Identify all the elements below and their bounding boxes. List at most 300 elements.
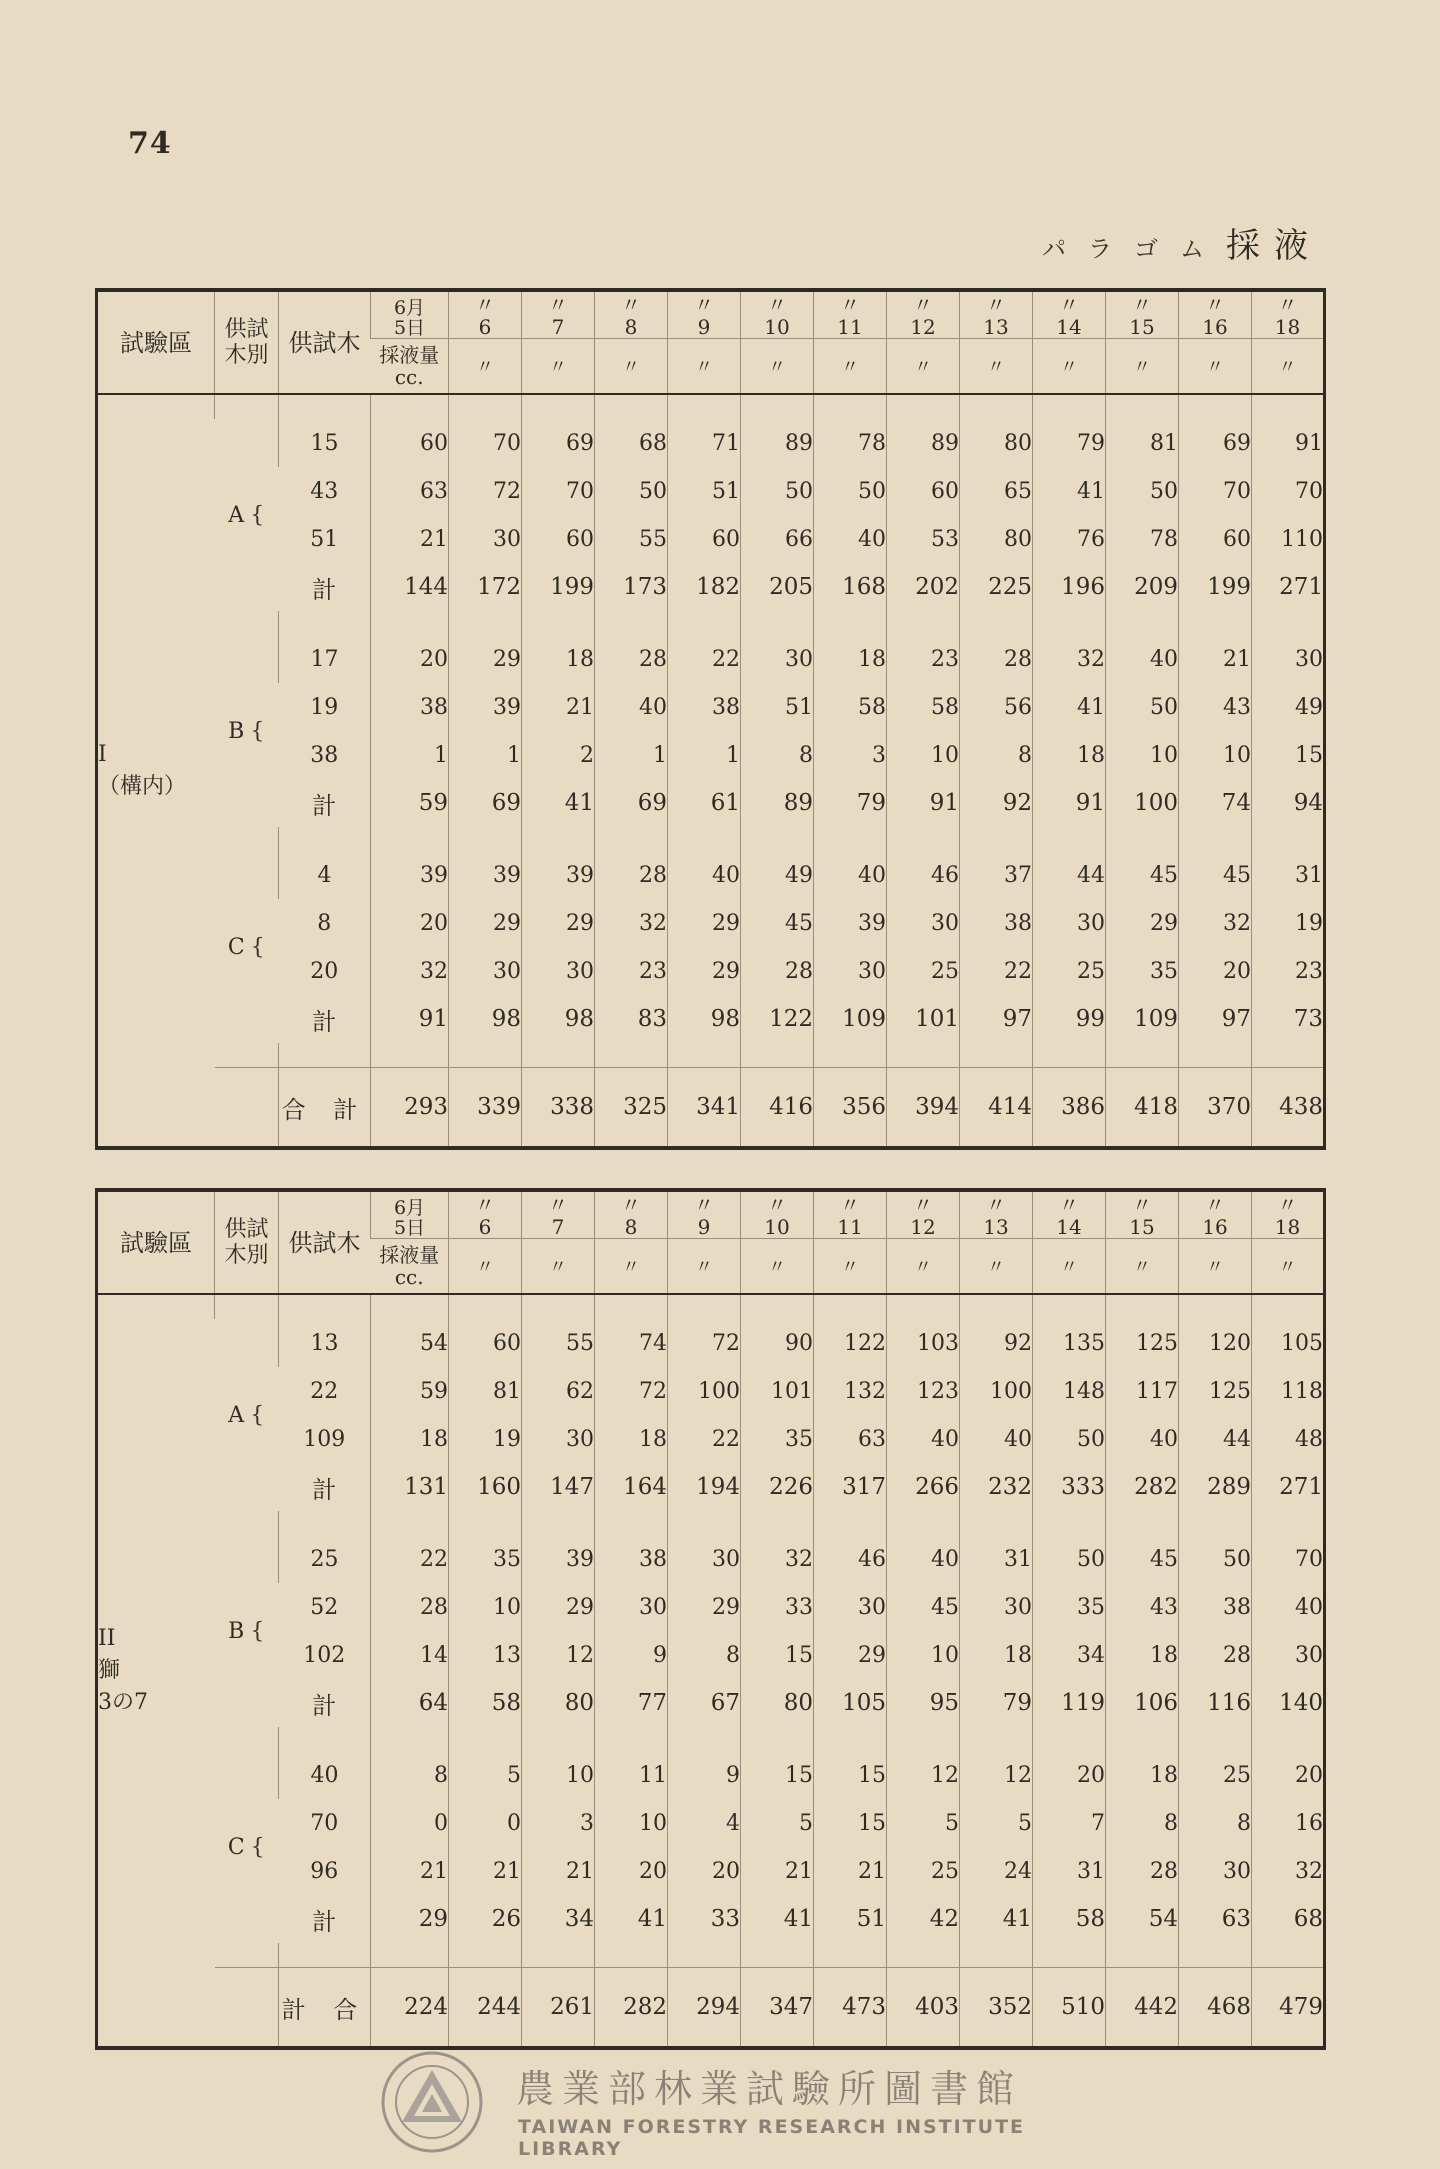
value-cell: 97 <box>1179 995 1252 1043</box>
spacer-cell <box>449 827 522 851</box>
spacer-cell <box>1252 1943 1325 1968</box>
ditto-mark: 〃 <box>1205 1193 1225 1217</box>
tree-number: 43 <box>310 478 339 504</box>
spacer-cell <box>371 1943 449 1968</box>
spacer-cell <box>1106 394 1179 419</box>
value-cell: 59 <box>371 1367 449 1415</box>
ditto-mark: 〃 <box>1106 339 1179 395</box>
unit-label: 採液量 <box>379 343 440 367</box>
spacer-cell <box>887 827 960 851</box>
value-cell: 95 <box>887 1679 960 1727</box>
table-row <box>97 1847 1325 1895</box>
value-cell: 21 <box>522 1847 595 1895</box>
tree-number: 計 <box>312 1475 337 1504</box>
total-value: 414 <box>960 1068 1033 1149</box>
value-cell: 72 <box>668 1319 741 1367</box>
total-value: 356 <box>814 1068 887 1149</box>
spacer-cell <box>1106 1294 1179 1319</box>
value-cell: 56 <box>960 683 1033 731</box>
date-day: 18 <box>1274 315 1301 339</box>
value-cell: 51 <box>814 1895 887 1943</box>
value-cell: 125 <box>1106 1319 1179 1367</box>
ditto-mark: 〃 <box>1132 1193 1152 1217</box>
ditto-mark: 〃 <box>986 1193 1006 1217</box>
value-cell: 32 <box>595 899 668 947</box>
spacer-cell <box>887 1943 960 1968</box>
date-day: 15 <box>1129 315 1155 339</box>
value-cell: 55 <box>522 1319 595 1367</box>
value-cell: 21 <box>371 1847 449 1895</box>
value-cell: 20 <box>371 899 449 947</box>
spacer-cell <box>1179 1511 1252 1535</box>
value-cell: 1 <box>371 731 449 779</box>
value-cell: 23 <box>887 635 960 683</box>
spacer-cell <box>741 1294 814 1319</box>
date-header <box>522 290 595 339</box>
date-header <box>887 1190 960 1239</box>
value-cell: 30 <box>741 635 814 683</box>
spacer-cell <box>1106 1727 1179 1751</box>
value-cell: 22 <box>668 1415 741 1463</box>
value-cell: 34 <box>1033 1631 1106 1679</box>
value-cell: 122 <box>814 1319 887 1367</box>
ditto-mark: 〃 <box>1179 339 1252 395</box>
spacer-cell <box>1179 1043 1252 1068</box>
value-cell: 67 <box>668 1679 741 1727</box>
tree-number: 52 <box>310 1594 339 1620</box>
value-cell: 60 <box>668 515 741 563</box>
date-header <box>960 1190 1033 1239</box>
value-cell: 103 <box>887 1319 960 1367</box>
value-cell: 131 <box>371 1463 449 1511</box>
brace-icon: { <box>250 1618 265 1644</box>
ditto-mark: 〃 <box>767 293 787 317</box>
value-cell: 20 <box>1033 1751 1106 1799</box>
value-cell: 205 <box>741 563 814 611</box>
spacer-row <box>97 1294 1325 1319</box>
value-cell: 132 <box>814 1367 887 1415</box>
total-value: 244 <box>449 1968 522 2049</box>
total-label: 計 合 <box>279 1968 371 2049</box>
value-cell: 109 <box>814 995 887 1043</box>
value-cell: 28 <box>1106 1847 1179 1895</box>
spacer-cell <box>215 611 279 635</box>
ditto-mark: 〃 <box>595 339 668 395</box>
spacer-cell <box>814 827 887 851</box>
spacer-cell <box>741 1727 814 1751</box>
spacer-cell <box>1179 394 1252 419</box>
total-value: 370 <box>1179 1068 1252 1149</box>
value-cell: 35 <box>741 1415 814 1463</box>
spacer-row <box>97 1511 1325 1535</box>
spacer-row <box>97 1727 1325 1751</box>
value-cell: 98 <box>668 995 741 1043</box>
date-day: 11 <box>837 315 863 339</box>
value-cell: 15 <box>1252 731 1325 779</box>
table-row <box>97 515 1325 563</box>
value-cell: 30 <box>814 1583 887 1631</box>
ditto-mark: 〃 <box>1132 293 1152 317</box>
value-cell: 40 <box>1106 1415 1179 1463</box>
date-header <box>741 1190 814 1239</box>
ditto-mark: 〃 <box>1033 1239 1106 1295</box>
spacer-cell <box>814 611 887 635</box>
ditto-mark: 〃 <box>986 293 1006 317</box>
ditto-mark: 〃 <box>621 293 641 317</box>
value-cell: 101 <box>887 995 960 1043</box>
value-cell: 97 <box>960 995 1033 1043</box>
ditto-mark: 〃 <box>668 1239 741 1295</box>
value-cell: 74 <box>1179 779 1252 827</box>
value-cell: 79 <box>1033 419 1106 467</box>
value-cell: 21 <box>741 1847 814 1895</box>
value-cell: 70 <box>1179 467 1252 515</box>
value-cell: 29 <box>371 1895 449 1943</box>
spacer-cell <box>1033 1511 1106 1535</box>
value-cell: 20 <box>1252 1751 1325 1799</box>
value-cell: 64 <box>371 1679 449 1727</box>
ditto-mark: 〃 <box>668 339 741 395</box>
library-watermark <box>380 2050 1080 2160</box>
spacer-cell <box>522 1727 595 1751</box>
tree-number: 8 <box>317 910 332 936</box>
spacer-cell <box>595 1727 668 1751</box>
unit-header <box>371 339 449 395</box>
value-cell: 40 <box>887 1415 960 1463</box>
value-cell: 38 <box>668 683 741 731</box>
value-cell: 20 <box>371 635 449 683</box>
value-cell: 5 <box>449 1751 522 1799</box>
value-cell: 68 <box>595 419 668 467</box>
spacer-cell <box>668 1727 741 1751</box>
spacer-cell <box>279 1043 371 1068</box>
tree-number: 51 <box>310 526 339 552</box>
spacer-cell <box>668 394 741 419</box>
table-row <box>97 1799 1325 1847</box>
value-cell: 41 <box>522 779 595 827</box>
value-cell: 33 <box>668 1895 741 1943</box>
value-cell: 41 <box>595 1895 668 1943</box>
total-value: 282 <box>595 1968 668 2049</box>
value-cell: 168 <box>814 563 887 611</box>
date-header <box>1106 1190 1179 1239</box>
value-cell: 271 <box>1252 1463 1325 1511</box>
value-cell: 12 <box>960 1751 1033 1799</box>
brace-icon: { <box>250 718 265 744</box>
value-cell: 122 <box>741 995 814 1043</box>
spacer-cell <box>371 1043 449 1068</box>
value-cell: 18 <box>371 1415 449 1463</box>
value-cell: 40 <box>887 1535 960 1583</box>
ditto-mark: 〃 <box>887 1239 960 1295</box>
value-cell: 29 <box>668 947 741 995</box>
spacer-cell <box>371 1511 449 1535</box>
group-cell <box>215 851 279 1043</box>
value-cell: 91 <box>1252 419 1325 467</box>
value-cell: 34 <box>522 1895 595 1943</box>
ditto-mark: 〃 <box>741 339 814 395</box>
brace-icon: { <box>250 934 265 960</box>
spacer-cell <box>449 611 522 635</box>
group-cell-empty <box>215 1968 279 2049</box>
spacer-cell <box>1252 1043 1325 1068</box>
spacer-cell <box>522 1943 595 1968</box>
spacer-cell <box>595 611 668 635</box>
value-cell: 100 <box>960 1367 1033 1415</box>
value-cell: 58 <box>449 1679 522 1727</box>
total-value: 339 <box>449 1068 522 1149</box>
value-cell: 24 <box>960 1847 1033 1895</box>
value-cell: 12 <box>887 1751 960 1799</box>
value-cell: 61 <box>668 779 741 827</box>
value-cell: 209 <box>1106 563 1179 611</box>
total-value: 468 <box>1179 1968 1252 2049</box>
date-header-first <box>371 1190 449 1239</box>
ditto-mark: 〃 <box>767 1193 787 1217</box>
spacer-cell <box>1252 827 1325 851</box>
value-cell: 91 <box>371 995 449 1043</box>
value-cell: 33 <box>741 1583 814 1631</box>
value-cell: 119 <box>1033 1679 1106 1727</box>
value-cell: 333 <box>1033 1463 1106 1511</box>
total-value: 325 <box>595 1068 668 1149</box>
ditto-mark: 〃 <box>960 1239 1033 1295</box>
ditto-mark: 〃 <box>913 293 933 317</box>
value-cell: 3 <box>814 731 887 779</box>
value-cell: 80 <box>741 1679 814 1727</box>
ditto-mark: 〃 <box>595 1239 668 1295</box>
value-cell: 89 <box>741 779 814 827</box>
tree-number: 15 <box>279 419 371 467</box>
value-cell: 45 <box>1106 851 1179 899</box>
spacer-cell <box>595 1294 668 1319</box>
value-cell: 69 <box>595 779 668 827</box>
group-header-line2: 木別 <box>224 342 269 368</box>
spacer-cell <box>741 1511 814 1535</box>
date-day: 18 <box>1274 1215 1301 1239</box>
value-cell: 94 <box>1252 779 1325 827</box>
spacer-cell <box>449 394 522 419</box>
date-day: 10 <box>764 315 790 339</box>
spacer-cell <box>960 1511 1033 1535</box>
ditto-mark: 〃 <box>814 339 887 395</box>
value-cell: 41 <box>1033 683 1106 731</box>
tree-number: 計 <box>312 1691 337 1720</box>
spacer-cell <box>814 1043 887 1068</box>
total-value: 510 <box>1033 1968 1106 2049</box>
value-cell: 164 <box>595 1463 668 1511</box>
spacer-cell <box>215 1727 279 1751</box>
value-cell: 29 <box>449 635 522 683</box>
subtotal-row <box>97 1463 1325 1511</box>
tree-number: 102 <box>303 1642 346 1668</box>
spacer-row <box>97 394 1325 419</box>
value-cell: 55 <box>595 515 668 563</box>
value-cell: 41 <box>960 1895 1033 1943</box>
region-cell <box>97 1294 215 2048</box>
spacer-cell <box>371 827 449 851</box>
value-cell: 43 <box>1106 1583 1179 1631</box>
value-cell: 99 <box>1033 995 1106 1043</box>
value-cell: 1 <box>595 731 668 779</box>
group-cell <box>215 1751 279 1943</box>
total-value: 416 <box>741 1068 814 1149</box>
spacer-row <box>97 1943 1325 1968</box>
value-cell: 69 <box>1179 419 1252 467</box>
value-cell: 50 <box>814 467 887 515</box>
region-header: 試驗區 <box>97 290 215 394</box>
total-label: 合 計 <box>279 1068 371 1149</box>
value-cell: 68 <box>1252 1895 1325 1943</box>
value-cell: 19 <box>449 1415 522 1463</box>
value-cell: 182 <box>668 563 741 611</box>
value-cell: 10 <box>887 1631 960 1679</box>
total-value: 338 <box>522 1068 595 1149</box>
value-cell: 81 <box>1106 419 1179 467</box>
value-cell: 80 <box>960 419 1033 467</box>
sap-yield-table-2 <box>95 1188 1326 2050</box>
table-row <box>97 1415 1325 1463</box>
tree-number: 22 <box>310 1378 339 1404</box>
value-cell: 45 <box>1106 1535 1179 1583</box>
value-cell: 172 <box>449 563 522 611</box>
value-cell: 30 <box>522 1415 595 1463</box>
table-row <box>97 1583 1325 1631</box>
date-header <box>668 290 741 339</box>
unit-header <box>371 1239 449 1295</box>
spacer-cell <box>1033 1943 1106 1968</box>
value-cell: 44 <box>1033 851 1106 899</box>
running-title <box>1042 218 1322 267</box>
value-cell: 40 <box>814 515 887 563</box>
spacer-cell <box>1106 827 1179 851</box>
date-header <box>1179 1190 1252 1239</box>
spacer-cell <box>960 1943 1033 1968</box>
ditto-mark: 〃 <box>694 293 714 317</box>
subtotal-row <box>97 779 1325 827</box>
value-cell: 70 <box>1252 467 1325 515</box>
table-row <box>97 731 1325 779</box>
value-cell: 19 <box>1252 899 1325 947</box>
spacer-cell <box>371 611 449 635</box>
value-cell: 26 <box>449 1895 522 1943</box>
value-cell: 83 <box>595 995 668 1043</box>
value-cell: 41 <box>741 1895 814 1943</box>
total-value: 224 <box>371 1968 449 2049</box>
value-cell: 194 <box>668 1463 741 1511</box>
value-cell: 30 <box>1252 635 1325 683</box>
value-cell: 29 <box>668 899 741 947</box>
value-cell: 29 <box>522 899 595 947</box>
spacer-cell <box>449 1043 522 1068</box>
tree-header: 供試木 <box>279 1190 371 1294</box>
tree-number: 計 <box>312 1907 337 1936</box>
brace-icon: { <box>250 1834 265 1860</box>
table-body <box>97 1190 1325 2048</box>
header-row <box>97 290 1325 339</box>
tree-number: 40 <box>279 1751 371 1799</box>
ditto-mark: 〃 <box>449 1239 522 1295</box>
ditto-mark: 〃 <box>840 293 860 317</box>
value-cell: 109 <box>1106 995 1179 1043</box>
running-title-main: 採液 <box>1226 226 1322 266</box>
value-cell: 40 <box>1106 635 1179 683</box>
value-cell: 46 <box>814 1535 887 1583</box>
date-header <box>741 290 814 339</box>
value-cell: 10 <box>449 1583 522 1631</box>
spacer-row <box>97 1043 1325 1068</box>
table-row <box>97 635 1325 683</box>
value-cell: 89 <box>741 419 814 467</box>
spacer-cell <box>1179 827 1252 851</box>
spacer-cell <box>814 1727 887 1751</box>
group-label: C <box>227 934 251 960</box>
value-cell: 20 <box>595 1847 668 1895</box>
tree-number: 計 <box>312 575 337 604</box>
value-cell: 101 <box>741 1367 814 1415</box>
table-row <box>97 419 1325 467</box>
value-cell: 60 <box>1179 515 1252 563</box>
value-cell: 81 <box>449 1367 522 1415</box>
value-cell: 105 <box>814 1679 887 1727</box>
ditto-mark: 〃 <box>1179 1239 1252 1295</box>
brace-icon: { <box>250 1402 265 1428</box>
table-row <box>97 899 1325 947</box>
spacer-cell <box>887 394 960 419</box>
ditto-mark: 〃 <box>548 1193 568 1217</box>
region-cell <box>97 394 215 1148</box>
value-cell: 196 <box>1033 563 1106 611</box>
ditto-mark: 〃 <box>913 1193 933 1217</box>
spacer-cell <box>1033 1294 1106 1319</box>
value-cell: 14 <box>371 1631 449 1679</box>
spacer-cell <box>1179 1943 1252 1968</box>
value-cell: 60 <box>887 467 960 515</box>
spacer-cell <box>595 827 668 851</box>
group-label: B <box>228 1618 251 1644</box>
subtotal-row <box>97 563 1325 611</box>
value-cell: 40 <box>595 683 668 731</box>
date-day: 15 <box>1129 1215 1155 1239</box>
value-cell: 0 <box>449 1799 522 1847</box>
value-cell: 58 <box>887 683 960 731</box>
value-cell: 63 <box>371 467 449 515</box>
unit-cc: cc. <box>394 1265 424 1289</box>
table-row <box>97 851 1325 899</box>
value-cell: 35 <box>1106 947 1179 995</box>
spacer-cell <box>668 611 741 635</box>
spacer-cell <box>1033 1043 1106 1068</box>
value-cell: 120 <box>1179 1319 1252 1367</box>
value-cell: 2 <box>522 731 595 779</box>
value-cell: 140 <box>1252 1679 1325 1727</box>
value-cell: 225 <box>960 563 1033 611</box>
value-cell: 35 <box>449 1535 522 1583</box>
value-cell: 5 <box>741 1799 814 1847</box>
spacer-cell <box>1252 394 1325 419</box>
group-cell-empty <box>215 1068 279 1149</box>
value-cell: 28 <box>1179 1631 1252 1679</box>
value-cell: 58 <box>814 683 887 731</box>
value-cell: 51 <box>741 683 814 731</box>
tree-number: 4 <box>279 851 371 899</box>
unit-cc: cc. <box>394 365 424 389</box>
value-cell: 98 <box>522 995 595 1043</box>
value-cell: 30 <box>1033 899 1106 947</box>
spacer-cell <box>1033 394 1106 419</box>
value-cell: 30 <box>1252 1631 1325 1679</box>
region-sub: 3の7 <box>98 1689 148 1715</box>
